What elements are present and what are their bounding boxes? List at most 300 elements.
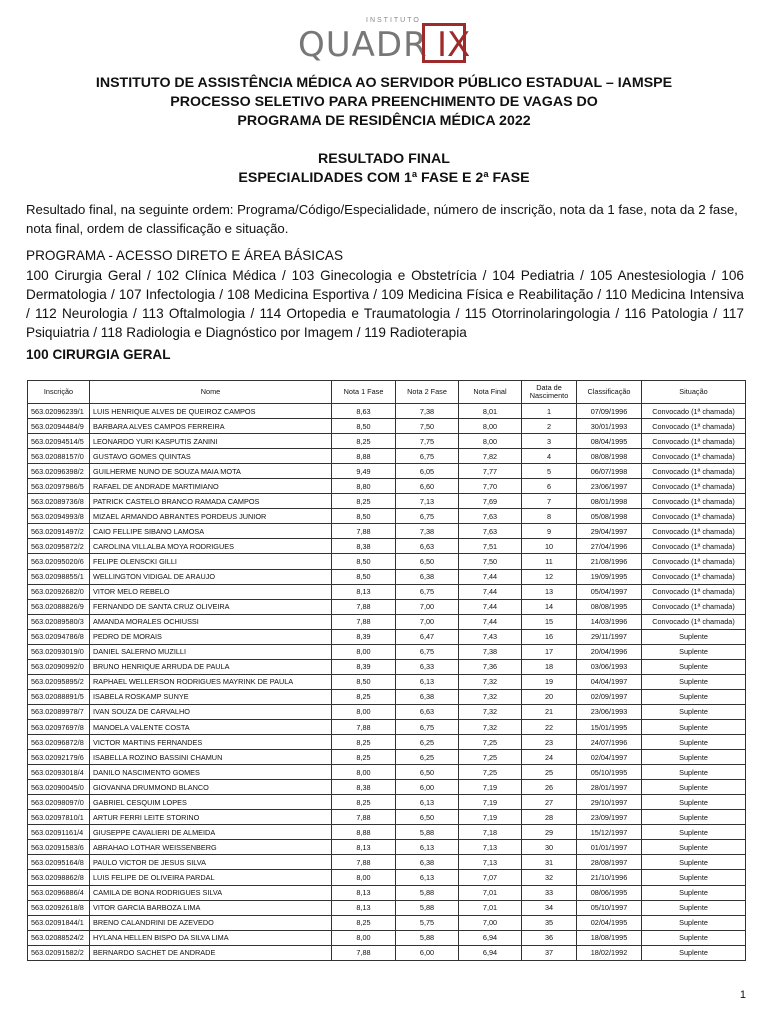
table-row [28, 584, 746, 599]
table-cell: 8,25 [332, 795, 396, 810]
table-cell: 2 [522, 419, 577, 434]
table-cell: 8,01 [459, 404, 522, 419]
table-row [28, 750, 746, 765]
table-cell: Convocado (1ª chamada) [642, 434, 746, 449]
table-cell: 7,88 [332, 719, 396, 734]
table-cell: 13 [522, 584, 577, 599]
table-cell: 7,44 [459, 599, 522, 614]
column-header: Situação [642, 381, 746, 404]
table-cell: 22 [522, 719, 577, 734]
table-cell: 563.02098862/8 [28, 870, 90, 885]
programa-list: 100 Cirurgia Geral / 102 Clínica Médica / 103 Ginecologia e Obstetrícia / 104 Pediatria / 105 Anestesiologia / 106 Dermatologia / 107 Infectologia / 108 Medicina Esportiva / 109 Medicina Física e Reabilitação / 110 Medicina Intensiva / 112 Neurologia / 113 Oftalmologia / 114 Ortopedia e Traumatologia / 115 Otorrinolaringologia / 116 Patologia / 117 Psiquiatria / 118 Radiologia e Diagnóstico por Imagem / 119 Radioterapia [26, 268, 744, 340]
table-cell: DANIEL SALERNO MUZILLI [90, 644, 332, 659]
table-cell: 563.02097810/1 [28, 810, 90, 825]
table-row [28, 554, 746, 569]
table-cell: 6,13 [396, 870, 459, 885]
table-cell: 8,39 [332, 629, 396, 644]
table-cell: 7,13 [459, 855, 522, 870]
table-cell: 5,88 [396, 900, 459, 915]
table-row [28, 614, 746, 629]
table-cell: 7,00 [459, 915, 522, 930]
table-cell: 7,07 [459, 870, 522, 885]
table-cell: Convocado (1ª chamada) [642, 554, 746, 569]
table-cell: 7,01 [459, 885, 522, 900]
table-row [28, 885, 746, 900]
table-cell: 563.02092179/6 [28, 750, 90, 765]
table-cell: 21/10/1996 [577, 870, 642, 885]
table-row [28, 539, 746, 554]
table-cell: 6,25 [396, 750, 459, 765]
logo-small-text: INSTITUTO [366, 17, 421, 24]
table-cell: 563.02097986/5 [28, 479, 90, 494]
table-cell: 563.02095164/8 [28, 855, 90, 870]
table-row [28, 689, 746, 704]
table-cell: BRENO CALANDRINI DE AZEVEDO [90, 915, 332, 930]
table-row [28, 765, 746, 780]
table-cell: 05/04/1997 [577, 584, 642, 599]
process-title: PROCESSO SELETIVO PARA PREENCHIMENTO DE VAGAS DO [170, 94, 598, 110]
table-cell: 19/09/1995 [577, 569, 642, 584]
table-cell: 34 [522, 900, 577, 915]
table-cell: 9,49 [332, 464, 396, 479]
table-cell: 8,25 [332, 494, 396, 509]
table-cell: 6,75 [396, 719, 459, 734]
table-cell: 20/04/1996 [577, 644, 642, 659]
table-cell: 7,63 [459, 524, 522, 539]
table-cell: Suplente [642, 719, 746, 734]
table-cell: Suplente [642, 840, 746, 855]
table-cell: 7,44 [459, 584, 522, 599]
results-table [27, 380, 746, 961]
table-cell: 6,13 [396, 795, 459, 810]
table-cell: 8 [522, 509, 577, 524]
table-cell: 563.02096239/1 [28, 404, 90, 419]
table-cell: VICTOR MARTINS FERNANDES [90, 735, 332, 750]
table-cell: 7,38 [396, 404, 459, 419]
table-row [28, 840, 746, 855]
table-cell: 7,38 [459, 644, 522, 659]
table-cell: GIOVANNA DRUMMOND BLANCO [90, 780, 332, 795]
table-cell: 563.02096398/2 [28, 464, 90, 479]
table-cell: CAROLINA VILLALBA MOYA RODRIGUES [90, 539, 332, 554]
table-cell: 563.02091161/4 [28, 825, 90, 840]
table-cell: PAULO VICTOR DE JESUS SILVA [90, 855, 332, 870]
table-cell: 7,88 [332, 599, 396, 614]
logo-boxed-text: IX [437, 25, 471, 65]
table-cell: 6,13 [396, 674, 459, 689]
table-cell: 33 [522, 885, 577, 900]
table-cell: 26 [522, 780, 577, 795]
table-cell: 23/06/1997 [577, 479, 642, 494]
table-row [28, 915, 746, 930]
column-header: Data de Nascimento [522, 381, 577, 404]
table-cell: 6,00 [396, 780, 459, 795]
table-cell: 563.02094786/8 [28, 629, 90, 644]
table-row [28, 825, 746, 840]
table-cell: 563.02090045/0 [28, 780, 90, 795]
table-cell: Convocado (1ª chamada) [642, 404, 746, 419]
result-title: RESULTADO FINAL [318, 151, 450, 167]
table-cell: 563.02092618/8 [28, 900, 90, 915]
table-row [28, 855, 746, 870]
table-cell: 24/07/1996 [577, 735, 642, 750]
table-cell: 28/08/1997 [577, 855, 642, 870]
table-cell: 30 [522, 840, 577, 855]
table-cell: 7,50 [396, 419, 459, 434]
table-cell: 1 [522, 404, 577, 419]
table-cell: 7,43 [459, 629, 522, 644]
table-cell: 27 [522, 795, 577, 810]
table-cell: 7,01 [459, 900, 522, 915]
table-cell: 563.02097697/8 [28, 719, 90, 734]
table-cell: 37 [522, 945, 577, 960]
table-header-row [28, 381, 746, 404]
table-cell: PATRICK CASTELO BRANCO RAMADA CAMPOS [90, 494, 332, 509]
table-row [28, 719, 746, 734]
table-cell: 7,44 [459, 614, 522, 629]
table-cell: 8,00 [332, 765, 396, 780]
table-cell: 07/09/1996 [577, 404, 642, 419]
table-cell: 6,38 [396, 569, 459, 584]
table-row [28, 780, 746, 795]
table-cell: ABRAHAO LOTHAR WEISSENBERG [90, 840, 332, 855]
column-header: Classificação [577, 381, 642, 404]
table-cell: DANILO NASCIMENTO GOMES [90, 765, 332, 780]
table-row [28, 644, 746, 659]
table-cell: Suplente [642, 825, 746, 840]
table-cell: AMANDA MORALES OCHIUSSI [90, 614, 332, 629]
table-cell: 563.02095020/6 [28, 554, 90, 569]
table-cell: 6,38 [396, 689, 459, 704]
table-cell: 6,63 [396, 539, 459, 554]
table-row [28, 419, 746, 434]
table-cell: 6,05 [396, 464, 459, 479]
table-cell: Suplente [642, 704, 746, 719]
table-cell: 7,25 [459, 765, 522, 780]
table-cell: 8,00 [459, 434, 522, 449]
table-cell: 3 [522, 434, 577, 449]
table-cell: VITOR GARCIA BARBOZA LIMA [90, 900, 332, 915]
table-row [28, 900, 746, 915]
table-row [28, 930, 746, 945]
table-cell: 563.02090992/0 [28, 659, 90, 674]
table-cell: 27/04/1996 [577, 539, 642, 554]
table-cell: 563.02088826/9 [28, 599, 90, 614]
table-cell: 7,32 [459, 704, 522, 719]
table-cell: 5,88 [396, 825, 459, 840]
table-cell: 8,13 [332, 840, 396, 855]
table-cell: GIUSEPPE CAVALIERI DE ALMEIDA [90, 825, 332, 840]
table-cell: 563.02089580/3 [28, 614, 90, 629]
table-cell: 18/08/1995 [577, 930, 642, 945]
table-row [28, 494, 746, 509]
table-cell: 8,25 [332, 735, 396, 750]
table-cell: 563.02096872/8 [28, 735, 90, 750]
table-cell: 6,00 [396, 945, 459, 960]
table-cell: 563.02096886/4 [28, 885, 90, 900]
table-cell: 36 [522, 930, 577, 945]
table-cell: Suplente [642, 855, 746, 870]
table-cell: GUSTAVO GOMES QUINTAS [90, 449, 332, 464]
table-cell: 8,80 [332, 479, 396, 494]
table-cell: BERNARDO SACHET DE ANDRADE [90, 945, 332, 960]
table-row [28, 810, 746, 825]
table-cell: 02/04/1997 [577, 750, 642, 765]
table-cell: 14/03/1996 [577, 614, 642, 629]
table-cell: 563.02088891/5 [28, 689, 90, 704]
table-cell: 563.02094484/9 [28, 419, 90, 434]
table-cell: 4 [522, 449, 577, 464]
table-cell: 19 [522, 674, 577, 689]
table-cell: 29/11/1997 [577, 629, 642, 644]
table-cell: 7,44 [459, 569, 522, 584]
table-cell: 8,50 [332, 419, 396, 434]
table-cell: 7,51 [459, 539, 522, 554]
table-cell: 563.02098097/0 [28, 795, 90, 810]
table-row [28, 509, 746, 524]
table-cell: 15 [522, 614, 577, 629]
table-cell: Suplente [642, 915, 746, 930]
table-cell: 6,38 [396, 855, 459, 870]
table-row [28, 599, 746, 614]
table-row [28, 870, 746, 885]
table-cell: Suplente [642, 885, 746, 900]
table-cell: Convocado (1ª chamada) [642, 464, 746, 479]
table-cell: 02/09/1997 [577, 689, 642, 704]
institution-title: INSTITUTO DE ASSISTÊNCIA MÉDICA AO SERVIDOR PÚBLICO ESTADUAL – IAMSPE [95, 75, 673, 91]
table-cell: 6 [522, 479, 577, 494]
table-cell: 30/01/1993 [577, 419, 642, 434]
table-cell: 7,50 [459, 554, 522, 569]
table-cell: CAMILA DE BONA RODRIGUES SILVA [90, 885, 332, 900]
table-cell: 563.02091497/2 [28, 524, 90, 539]
table-row [28, 704, 746, 719]
table-cell: Convocado (1ª chamada) [642, 494, 746, 509]
table-cell: ISABELA ROSKAMP SUNYE [90, 689, 332, 704]
table-cell: 05/10/1995 [577, 765, 642, 780]
table-cell: 28 [522, 810, 577, 825]
table-cell: 08/08/1995 [577, 599, 642, 614]
table-cell: VITOR MELO REBELO [90, 584, 332, 599]
column-header: Nota 1 Fase [332, 381, 396, 404]
table-cell: 15/12/1997 [577, 825, 642, 840]
table-cell: 35 [522, 915, 577, 930]
table-cell: 5,88 [396, 930, 459, 945]
table-cell: Convocado (1ª chamada) [642, 509, 746, 524]
table-cell: Convocado (1ª chamada) [642, 524, 746, 539]
table-cell: 7,32 [459, 689, 522, 704]
table-cell: 8,00 [332, 644, 396, 659]
table-cell: 16 [522, 629, 577, 644]
table-cell: 24 [522, 750, 577, 765]
table-cell: 14 [522, 599, 577, 614]
table-body [28, 404, 746, 961]
table-cell: Suplente [642, 945, 746, 960]
table-cell: 7,19 [459, 795, 522, 810]
table-cell: 12 [522, 569, 577, 584]
table-cell: 563.02093018/4 [28, 765, 90, 780]
table-cell: 8,13 [332, 900, 396, 915]
table-cell: 7,13 [396, 494, 459, 509]
table-cell: 01/01/1997 [577, 840, 642, 855]
column-header: Nota Final [459, 381, 522, 404]
table-cell: Suplente [642, 765, 746, 780]
table-cell: Convocado (1ª chamada) [642, 479, 746, 494]
table-cell: 02/04/1995 [577, 915, 642, 930]
table-cell: 563.02095895/2 [28, 674, 90, 689]
table-cell: Convocado (1ª chamada) [642, 419, 746, 434]
table-cell: 8,25 [332, 915, 396, 930]
table-cell: Convocado (1ª chamada) [642, 599, 746, 614]
table-cell: 8,88 [332, 449, 396, 464]
table-cell: LUIS HENRIQUE ALVES DE QUEIROZ CAMPOS [90, 404, 332, 419]
column-header: Inscrição [28, 381, 90, 404]
table-cell: Suplente [642, 689, 746, 704]
table-cell: 7,32 [459, 674, 522, 689]
table-cell: 8,25 [332, 750, 396, 765]
specialties-title: ESPECIALIDADES COM 1ª FASE E 2ª FASE [238, 170, 530, 186]
table-cell: 8,00 [459, 419, 522, 434]
table-cell: 7,25 [459, 735, 522, 750]
table-row [28, 945, 746, 960]
table-cell: 15/01/1995 [577, 719, 642, 734]
table-cell: 7,00 [396, 614, 459, 629]
table-cell: 29/10/1997 [577, 795, 642, 810]
table-cell: PEDRO DE MORAIS [90, 629, 332, 644]
table-row [28, 464, 746, 479]
table-cell: 10 [522, 539, 577, 554]
table-row [28, 404, 746, 419]
table-cell: 6,47 [396, 629, 459, 644]
table-cell: 7,32 [459, 719, 522, 734]
table-cell: 8,13 [332, 584, 396, 599]
table-cell: 29 [522, 825, 577, 840]
table-cell: Suplente [642, 629, 746, 644]
table-cell: 8,50 [332, 554, 396, 569]
table-cell: 11 [522, 554, 577, 569]
table-row [28, 434, 746, 449]
table-cell: Suplente [642, 780, 746, 795]
table-row [28, 569, 746, 584]
table-cell: 7,88 [332, 810, 396, 825]
table-cell: BARBARA ALVES CAMPOS FERREIRA [90, 419, 332, 434]
table-cell: ARTUR FERRI LEITE STORINO [90, 810, 332, 825]
table-cell: 7,25 [459, 750, 522, 765]
table-cell: 6,75 [396, 584, 459, 599]
table-cell: 6,63 [396, 704, 459, 719]
table-cell: 8,25 [332, 434, 396, 449]
table-cell: 23/09/1997 [577, 810, 642, 825]
table-cell: 8,25 [332, 689, 396, 704]
table-cell: 9 [522, 524, 577, 539]
table-cell: 7,19 [459, 810, 522, 825]
table-cell: 7,88 [332, 855, 396, 870]
table-cell: 7,77 [459, 464, 522, 479]
table-cell: 6,94 [459, 945, 522, 960]
table-cell: 7,63 [459, 509, 522, 524]
table-cell: 563.02089978/7 [28, 704, 90, 719]
table-cell: 6,50 [396, 810, 459, 825]
table-cell: Suplente [642, 735, 746, 750]
table-cell: 08/01/1998 [577, 494, 642, 509]
table-cell: GABRIEL CESQUIM LOPES [90, 795, 332, 810]
table-cell: 8,38 [332, 780, 396, 795]
programa-heading: PROGRAMA - ACESSO DIRETO E ÁREA BÁSICAS [26, 248, 344, 263]
table-row [28, 524, 746, 539]
table-cell: Convocado (1ª chamada) [642, 449, 746, 464]
table-cell: 8,50 [332, 509, 396, 524]
table-cell: 28/01/1997 [577, 780, 642, 795]
table-cell: 6,50 [396, 765, 459, 780]
table-cell: 6,94 [459, 930, 522, 945]
table-cell: Suplente [642, 810, 746, 825]
table-cell: 7,69 [459, 494, 522, 509]
column-header: Nota 2 Fase [396, 381, 459, 404]
table-cell: 21/08/1996 [577, 554, 642, 569]
table-cell: 18 [522, 659, 577, 674]
table-cell: 06/07/1998 [577, 464, 642, 479]
section-title: 100 CIRURGIA GERAL [26, 347, 171, 362]
table-cell: 7 [522, 494, 577, 509]
table-cell: RAFAEL DE ANDRADE MARTIMIANO [90, 479, 332, 494]
column-header: Nome [90, 381, 332, 404]
table-cell: 6,13 [396, 840, 459, 855]
table-row [28, 659, 746, 674]
table-cell: 7,70 [459, 479, 522, 494]
table-cell: Suplente [642, 750, 746, 765]
table-cell: MIZAEL ARMANDO ABRANTES PORDEUS JUNIOR [90, 509, 332, 524]
table-cell: 6,75 [396, 644, 459, 659]
table-cell: Convocado (1ª chamada) [642, 569, 746, 584]
table-cell: 23/06/1993 [577, 704, 642, 719]
table-cell: 25 [522, 765, 577, 780]
table-cell: 05/10/1997 [577, 900, 642, 915]
table-cell: 563.02094993/8 [28, 509, 90, 524]
table-cell: 08/08/1998 [577, 449, 642, 464]
table-cell: 8,00 [332, 704, 396, 719]
table-cell: 7,38 [396, 524, 459, 539]
table-cell: 563.02088157/0 [28, 449, 90, 464]
table-cell: 563.02091582/2 [28, 945, 90, 960]
table-row [28, 674, 746, 689]
table-row [28, 479, 746, 494]
table-row [28, 795, 746, 810]
table-cell: 31 [522, 855, 577, 870]
table-cell: GUILHERME NUNO DE SOUZA MAIA MOTA [90, 464, 332, 479]
table-cell: 5,88 [396, 885, 459, 900]
table-cell: 563.02093019/0 [28, 644, 90, 659]
table-cell: 563.02092682/0 [28, 584, 90, 599]
table-cell: 8,39 [332, 659, 396, 674]
table-cell: 8,38 [332, 539, 396, 554]
table-cell: 8,88 [332, 825, 396, 840]
table-cell: 6,33 [396, 659, 459, 674]
table-cell: Suplente [642, 870, 746, 885]
table-cell: 18/02/1992 [577, 945, 642, 960]
table-cell: 6,75 [396, 509, 459, 524]
table-cell: 04/04/1997 [577, 674, 642, 689]
table-cell: 7,18 [459, 825, 522, 840]
table-cell: 7,88 [332, 524, 396, 539]
table-cell: 08/06/1995 [577, 885, 642, 900]
table-cell: 17 [522, 644, 577, 659]
table-cell: 563.02098855/1 [28, 569, 90, 584]
table-cell: 21 [522, 704, 577, 719]
table-cell: 563.02091583/6 [28, 840, 90, 855]
table-row [28, 629, 746, 644]
logo-box [422, 23, 471, 65]
table-cell: 23 [522, 735, 577, 750]
